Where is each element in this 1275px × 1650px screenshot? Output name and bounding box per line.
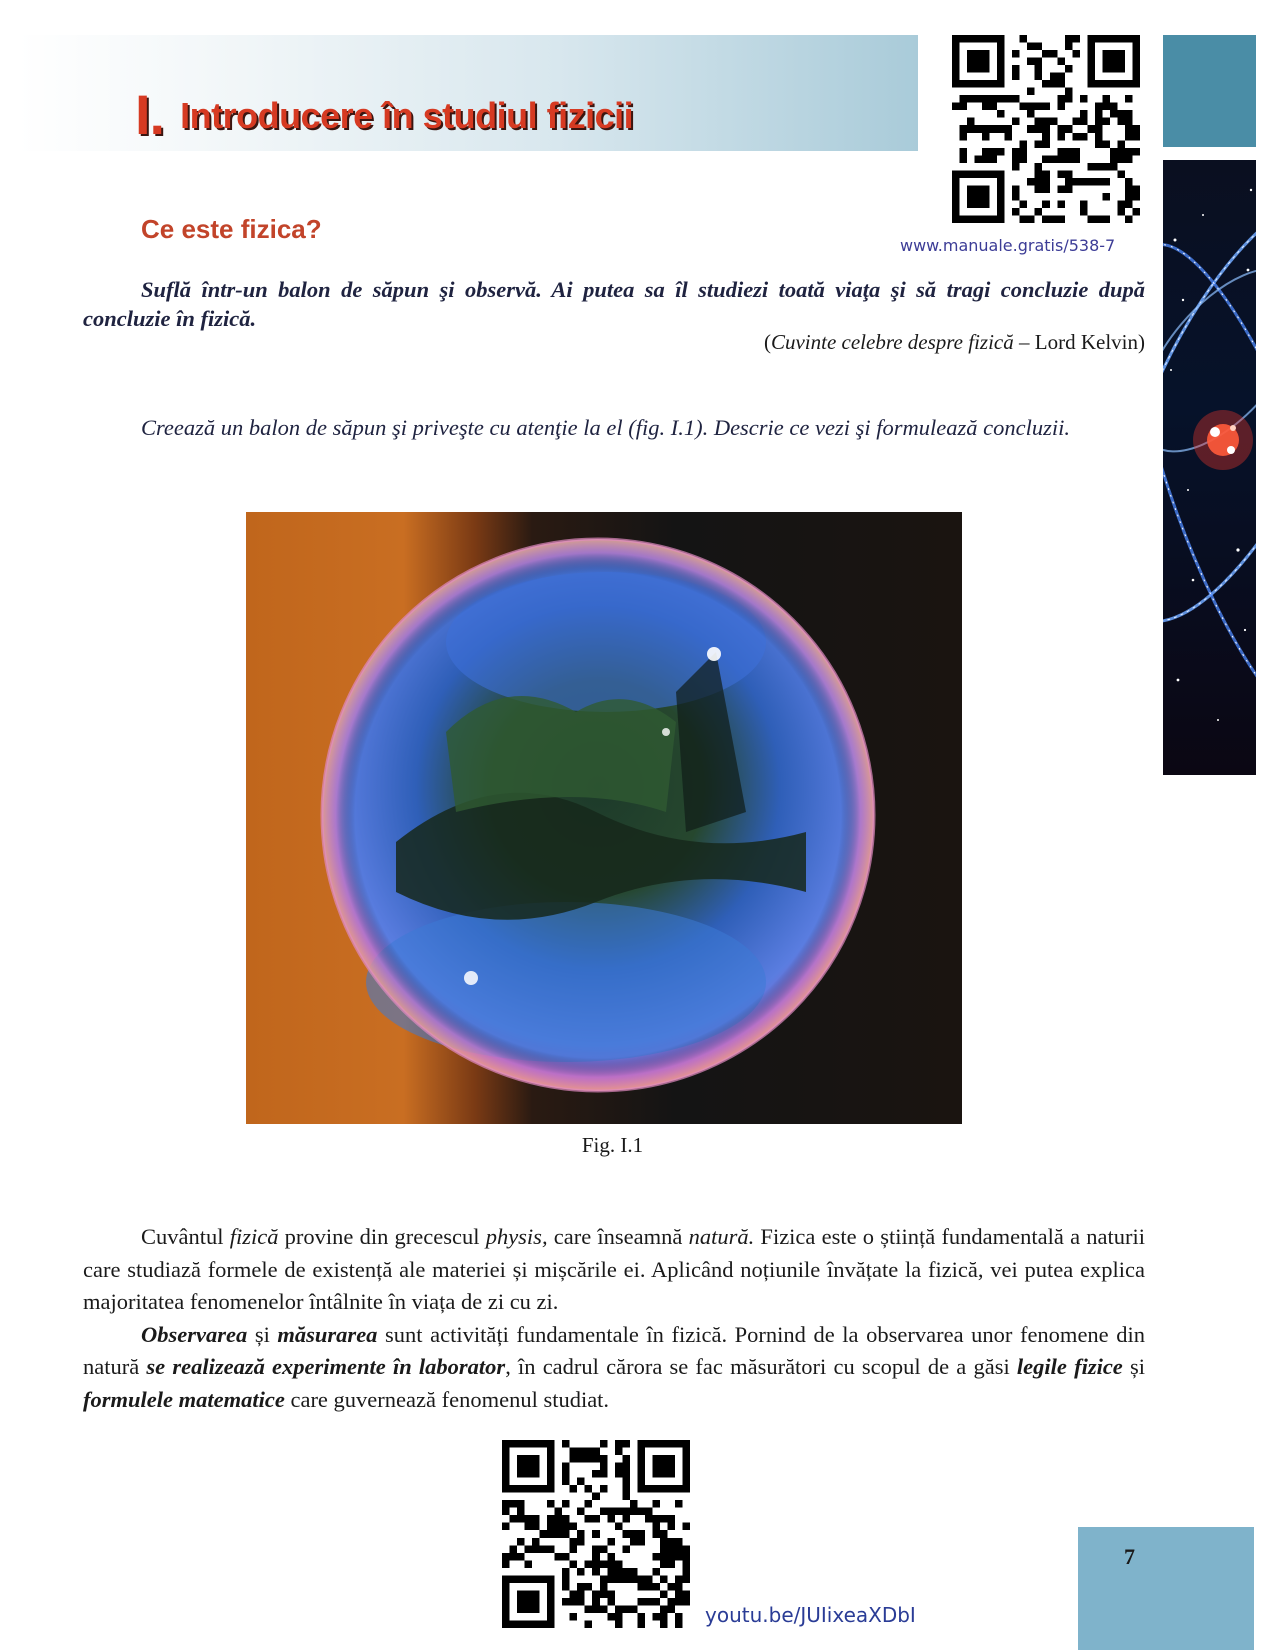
figure-caption: Fig. I.1 xyxy=(581,1133,644,1157)
qr-link-top[interactable]: www.manuale.gratis/538-7 xyxy=(900,236,1116,255)
task-instruction: Creează un balon de săpun şi priveşte cu atenţie la el (fig. I.1). Descrie ce vezi şi formulează concluzii. xyxy=(141,415,1070,440)
quote-source-title: Cuvinte celebre despre fizică xyxy=(770,330,1014,354)
body-text xyxy=(83,1221,1145,1416)
qr-code-bottom[interactable] xyxy=(502,1440,690,1628)
section-heading: Ce este fizica? xyxy=(141,214,322,244)
chapter-number: I. xyxy=(135,83,165,146)
paragraph-observation: Observarea și măsurarea sunt activități fundamentale în fizică. Pornind de la observarea unor fenomene din natură se realizează experimente în laborator, în cadrul cărora se fac măsurători cu scopul de a găsi legile fizice și formulele matematice care guvernează fenomenul studiat. xyxy=(83,1321,1146,1412)
side-tab xyxy=(1163,35,1256,147)
quote-source: (Cuvinte celebre despre fizică – Lord Kelvin) xyxy=(763,330,1145,354)
qr-link-bottom[interactable]: youtu.be/JUIixeaXDbI xyxy=(705,1603,916,1627)
qr-code-top[interactable] xyxy=(952,35,1140,223)
chapter-title xyxy=(135,82,633,152)
kelvin-quote: Suflă într-un balon de săpun şi observă. Ai putea sa îl studiezi toată viaţa şi să tragi concluzie după concluzie în fizică. xyxy=(83,277,1145,331)
page-number-box xyxy=(1078,1527,1254,1650)
page-number: 7 xyxy=(1124,1544,1135,1569)
soap-bubble-photo xyxy=(246,512,962,1124)
atom-orbit-image xyxy=(1163,160,1256,775)
paragraph-definition: Cuvântul fizică provine din grecescul physis, care înseamnă natură. Fizica este o știință fundamentală a naturii care studiază formele de existență ale materiei și mișcările ei. Aplicând noțiunile învățate la fizică, vei putea explica majoritatea fenomenelor întâlnite în viața de zi cu zi. xyxy=(83,1224,1146,1314)
chapter-title-text: Introducere în studiul fizicii xyxy=(180,95,634,136)
